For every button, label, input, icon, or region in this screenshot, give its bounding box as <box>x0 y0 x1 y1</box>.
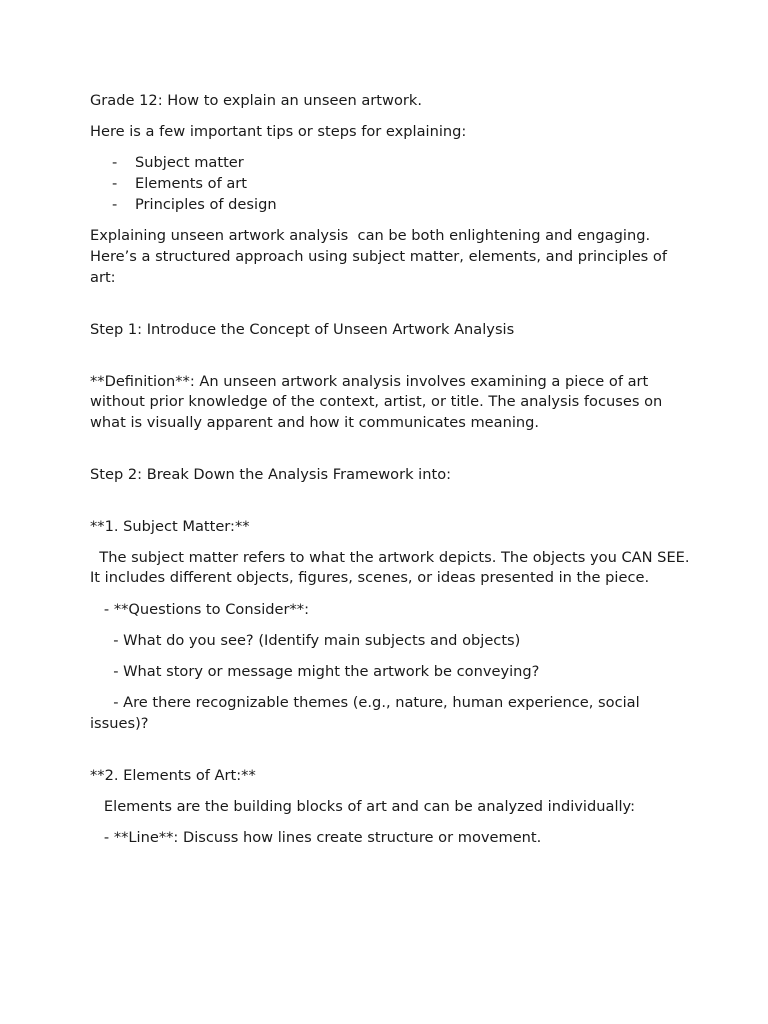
list-item <box>90 153 690 174</box>
intro-paragraph: Here is a few important tips or steps for explaining: <box>90 123 467 141</box>
line-element-item: - **Line**: Discuss how lines create structure or movement. <box>90 829 542 847</box>
question-item: - What do you see? (Identify main subjects and objects) <box>90 631 521 649</box>
list-item-text: Principles of design <box>135 195 277 213</box>
tips-list <box>90 153 690 215</box>
subject-matter-description: The subject matter refers to what the artwork depicts. The objects you CAN SEE. It includes different objects, figures, scenes, or ideas presented in the piece. <box>90 548 695 587</box>
question-item: - What story or message might the artwork be conveying? <box>90 663 540 681</box>
bullet-dash: - <box>112 175 118 193</box>
question-item: - Are there recognizable themes (e.g., nature, human experience, social issues)? <box>90 694 645 732</box>
elements-description: Elements are the building blocks of art and can be analyzed individually: <box>90 797 636 815</box>
list-item-text: Elements of art <box>135 175 248 193</box>
definition-paragraph: **Definition**: An unseen artwork analysis involves examining a piece of art without prior knowledge of the context, artist, or title. The analysis focuses on what is visually apparent and how it communicates meaning. <box>90 372 667 431</box>
list-item <box>90 195 690 216</box>
bullet-dash: - <box>112 154 118 172</box>
list-item-text: Subject matter <box>135 154 244 172</box>
questions-heading: - **Questions to Consider**: <box>90 600 310 618</box>
step2-heading: Step 2: Break Down the Analysis Framework into: <box>90 465 452 483</box>
elements-heading: **2. Elements of Art:** <box>90 766 256 784</box>
bullet-dash: - <box>112 195 118 213</box>
document-page <box>90 91 695 849</box>
list-item <box>90 174 690 195</box>
step1-heading: Step 1: Introduce the Concept of Unseen Artwork Analysis <box>90 320 515 338</box>
doc-title: Grade 12: How to explain an unseen artwork. <box>90 92 422 109</box>
explaining-paragraph: Explaining unseen artwork analysis can be both enlightening and engaging. Here’s a structured approach using subject matter, elements, and principles of art: <box>90 227 672 286</box>
subject-matter-heading: **1. Subject Matter:** <box>90 517 250 535</box>
